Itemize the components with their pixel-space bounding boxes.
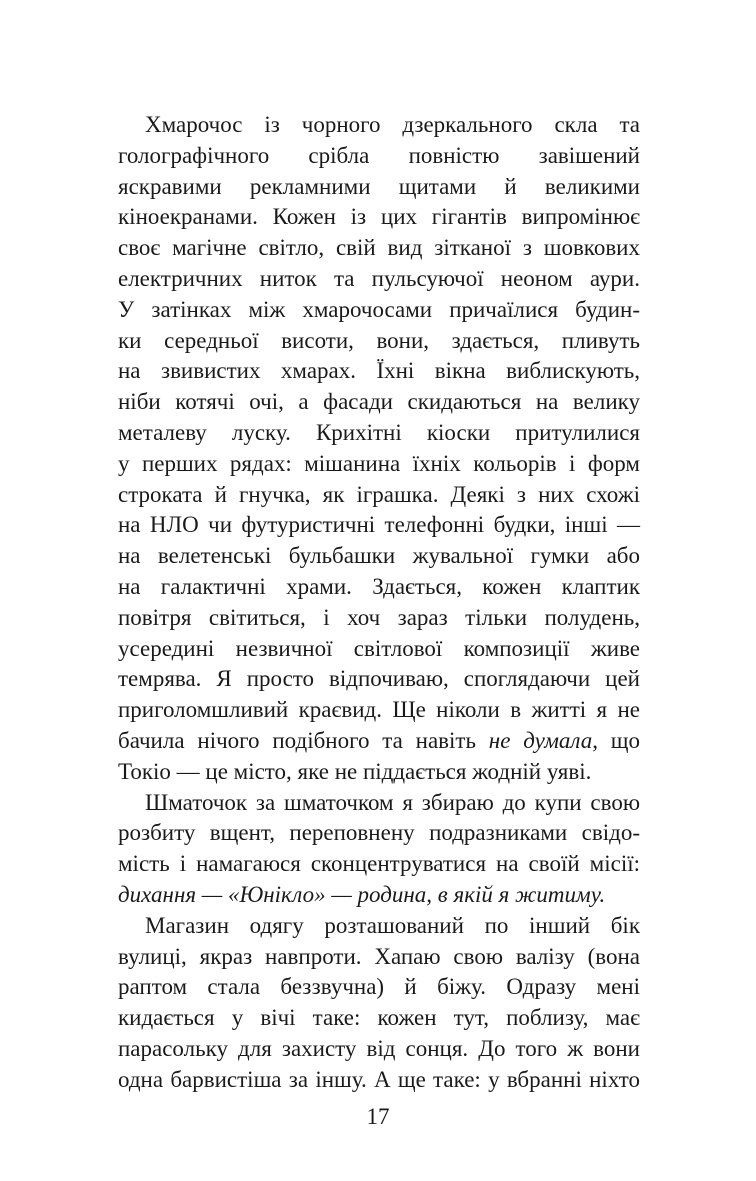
text-segment: ніби котячі очі, а фасади скидаються на велику xyxy=(118,389,640,415)
text-line xyxy=(118,634,640,665)
text-line xyxy=(118,233,640,264)
text-segment: , що xyxy=(592,727,640,753)
text-segment: на велетенські бульбашки жувальної гумки або xyxy=(118,543,640,569)
text-line xyxy=(118,1003,640,1034)
text-line xyxy=(118,757,640,788)
text-line xyxy=(118,202,640,233)
text-segment: Токіо — це місто, яке не піддається жодній уяві. xyxy=(118,758,592,784)
text-line xyxy=(118,480,640,511)
text-line xyxy=(118,880,640,911)
text-line xyxy=(118,726,640,757)
text-segment: на НЛО чи футуристичні телефонні будки, інші — xyxy=(118,512,640,538)
text-segment: своє магічне світло, свій вид зітканої з шовкових xyxy=(118,235,640,261)
text-line xyxy=(118,911,640,942)
text-line xyxy=(118,110,640,141)
text-segment: У затінках між хмарочосами причаїлися будин- xyxy=(118,296,640,322)
text-segment: повітря світиться, і хоч зараз тільки полудень, xyxy=(118,604,640,630)
text-segment: темрява. Я просто відпочиваю, споглядаючи цей xyxy=(118,666,640,692)
text-line xyxy=(118,818,640,849)
text-line xyxy=(118,788,640,819)
text-segment: строката й гнучка, як іграшка. Деякі з них схожі xyxy=(118,481,640,507)
text-segment: яскравими рекламними щитами й великими xyxy=(118,173,640,199)
text-line xyxy=(118,603,640,634)
text-line xyxy=(118,326,640,357)
text-line xyxy=(118,141,640,172)
text-segment: приголомшливий краєвид. Ще ніколи в житті я не xyxy=(118,697,640,723)
text-line xyxy=(118,264,640,295)
text-line xyxy=(118,356,640,387)
text-segment: на звивистих хмарах. Їхні вікна виблискують, xyxy=(118,358,640,384)
text-segment: кидається у вічі таке: кожен тут, поблизу, має xyxy=(118,1005,640,1031)
text-line xyxy=(118,387,640,418)
italic-text: не думала xyxy=(488,727,593,753)
text-line xyxy=(118,418,640,449)
text-line xyxy=(118,572,640,603)
text-line xyxy=(118,449,640,480)
text-line xyxy=(118,1034,640,1065)
text-segment: Шматочок за шматочком я збираю до купи свою xyxy=(145,789,640,815)
text-line xyxy=(118,1065,640,1096)
paragraph xyxy=(118,110,640,788)
italic-text: дихання — «Юнікло» — родина, в якій я житиму. xyxy=(118,881,606,907)
paragraph xyxy=(118,788,640,911)
text-segment: розбиту вщент, переповнену подразниками свідо- xyxy=(118,820,640,846)
text-line xyxy=(118,541,640,572)
text-line xyxy=(118,942,640,973)
text-segment: мість і намагаюся сконцентруватися на своїй місії: xyxy=(118,851,640,877)
text-segment: Магазин одягу розташований по інший бік xyxy=(145,912,640,938)
text-segment: ки середньої висоти, вони, здається, пливуть xyxy=(118,327,640,353)
text-segment: парасольку для захисту від сонця. До того ж вони xyxy=(118,1035,640,1061)
text-segment: металеву луску. Крихітні кіоски притулилися xyxy=(118,419,640,445)
text-line xyxy=(118,972,640,1003)
text-line xyxy=(118,849,640,880)
paragraph xyxy=(118,911,640,1096)
text-segment: вулиці, якраз навпроти. Хапаю свою валізу (вона xyxy=(118,943,640,969)
body-text xyxy=(118,110,640,1096)
text-line xyxy=(118,664,640,695)
text-line xyxy=(118,295,640,326)
text-segment: голографічного срібла повністю завішений xyxy=(118,142,640,168)
text-segment: бачила нічого подібного та навіть xyxy=(118,727,489,753)
text-segment: раптом стала беззвучна) й біжу. Одразу мені xyxy=(118,974,640,1000)
text-line xyxy=(118,172,640,203)
text-segment: одна барвистіша за іншу. А ще таке: у вбранні ніхто xyxy=(118,1066,640,1092)
text-segment: усередині незвичної світлової композиції живе xyxy=(118,635,640,661)
text-segment: кіноекранами. Кожен із цих гігантів випромінює xyxy=(118,204,640,230)
text-segment: електричних ниток та пульсуючої неоном аури. xyxy=(118,265,640,291)
text-segment: у перших рядах: мішанина їхніх кольорів і форм xyxy=(118,450,640,476)
text-segment: на галактичні храми. Здається, кожен клаптик xyxy=(118,573,640,599)
page-number: 17 xyxy=(366,1104,390,1129)
text-line xyxy=(118,695,640,726)
text-segment: Хмарочос із чорного дзеркального скла та xyxy=(145,112,640,137)
text-line xyxy=(118,510,640,541)
